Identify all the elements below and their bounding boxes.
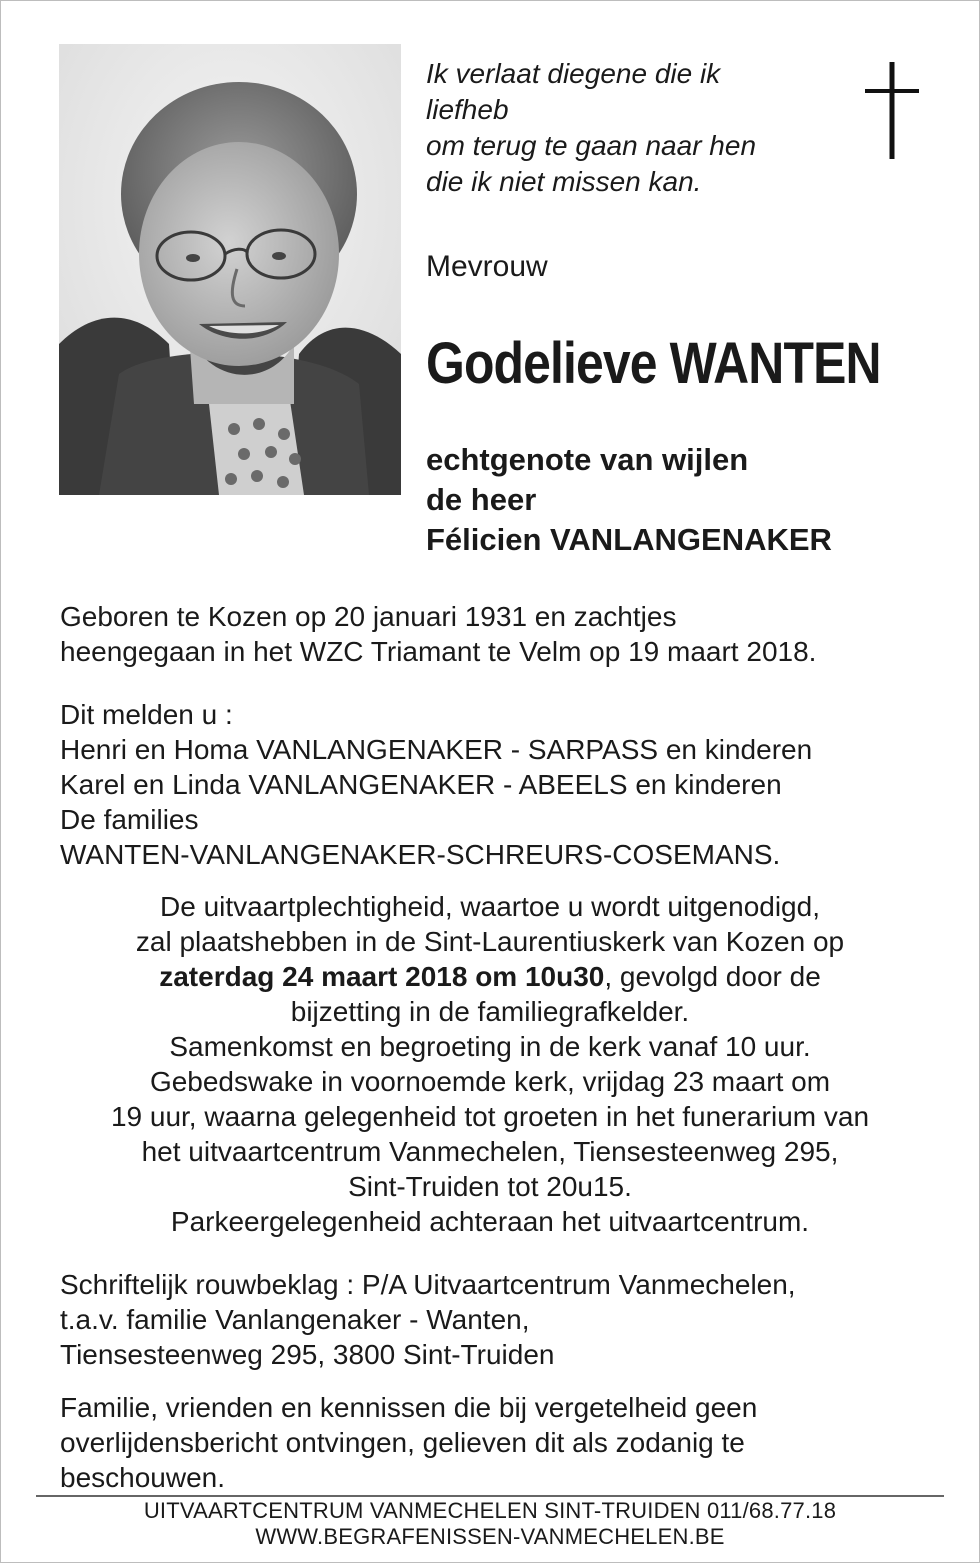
ceremony-date: zaterdag 24 maart 2018 om 10u30 <box>159 961 605 992</box>
poem <box>426 56 806 200</box>
condolences-paragraph <box>60 1267 940 1372</box>
deceased-name: Godelieve WANTEN <box>426 331 881 396</box>
text-line: overlijdensbericht ontvingen, gelieven dit als zodanig te <box>60 1427 745 1458</box>
text-line: Dit melden u : <box>60 699 233 730</box>
poem-line: die ik niet missen kan. <box>426 166 702 197</box>
spouse-line: Félicien VANLANGENAKER <box>426 522 832 557</box>
announcers-paragraph <box>60 697 940 872</box>
spouse-info <box>426 440 832 560</box>
poem-line: liefheb <box>426 94 509 125</box>
spouse-line: echtgenote van wijlen <box>426 442 749 477</box>
text-line: Henri en Homa VANLANGENAKER - SARPASS en kinderen <box>60 734 813 765</box>
text-line: De families <box>60 804 199 835</box>
text-line: t.a.v. familie Vanlangenaker - Wanten, <box>60 1304 530 1335</box>
text-line: Geboren te Kozen op 20 januari 1931 en zachtjes <box>60 601 677 632</box>
footer <box>0 1498 980 1550</box>
text-line: heengegaan in het WZC Triamant te Velm op 19 maart 2018. <box>60 636 817 667</box>
text-line: Sint-Truiden tot 20u15. <box>348 1171 632 1202</box>
cross-icon <box>862 62 922 162</box>
poem-line: om terug te gaan naar hen <box>426 130 757 161</box>
text-line: beschouwen. <box>60 1462 226 1493</box>
honorific: Mevrouw <box>426 250 548 283</box>
text-line: Tiensesteenweg 295, 3800 Sint-Truiden <box>60 1339 555 1370</box>
text-line: Gebedswake in voornoemde kerk, vrijdag 23 maart om <box>149 1066 831 1097</box>
ceremony-date-line <box>40 959 940 994</box>
text-fragment: , gevolgd door de <box>604 961 821 992</box>
birth-death-paragraph <box>60 599 940 669</box>
footer-website: WWW.BEGRAFENISSEN-VANMECHELEN.BE <box>255 1524 725 1549</box>
text-line: Karel en Linda VANLANGENAKER - ABEELS en kinderen <box>60 769 782 800</box>
portrait-photo <box>59 44 401 495</box>
text-line: zal plaatshebben in de Sint-Laurentiuskerk van Kozen op <box>135 926 845 957</box>
text-line: Parkeergelegenheid achteraan het uitvaartcentrum. <box>170 1206 810 1237</box>
text-line: 19 uur, waarna gelegenheid tot groeten in het funerarium van <box>110 1101 870 1132</box>
text-line: bijzetting in de familiegrafkelder. <box>290 996 690 1027</box>
text-line: Samenkomst en begroeting in de kerk vanaf 10 uur. <box>169 1031 811 1062</box>
text-line: Familie, vrienden en kennissen die bij vergetelheid geen <box>60 1392 758 1423</box>
text-line: WANTEN-VANLANGENAKER-SCHREURS-COSEMANS. <box>60 839 781 870</box>
family-note-paragraph <box>60 1390 940 1495</box>
text-line: De uitvaartplechtigheid, waartoe u wordt uitgenodigd, <box>160 891 820 922</box>
ceremony-paragraph <box>40 889 940 1239</box>
text-line: Schriftelijk rouwbeklag : P/A Uitvaartcentrum Vanmechelen, <box>60 1269 796 1300</box>
footer-divider <box>36 1495 944 1497</box>
poem-line: Ik verlaat diegene die ik <box>426 58 721 89</box>
spouse-line: de heer <box>426 482 537 517</box>
footer-contact: UITVAARTCENTRUM VANMECHELEN SINT-TRUIDEN 011/68.77.18 <box>143 1498 837 1523</box>
text-line: het uitvaartcentrum Vanmechelen, Tiensesteenweg 295, <box>141 1136 839 1167</box>
